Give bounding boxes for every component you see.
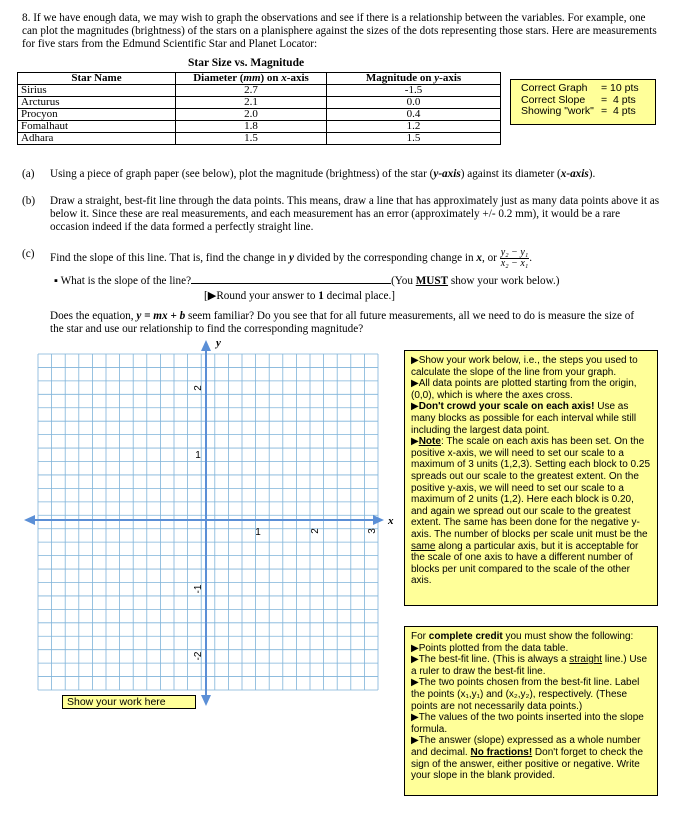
table-row [18,109,501,121]
y-tick-label: -2 [193,651,204,661]
part-b-label: (b) [22,195,36,207]
star-name: Adhara [18,133,176,145]
table-row [18,97,501,109]
part-c-label: (c) [22,248,35,260]
instructions-work-box [404,350,658,606]
part-a-text: Using a piece of graph paper (see below), plot the magnitude (brightness) of the star (y-axis) against its diameter (x-axis). [50,168,596,180]
star-name: Sirius [18,85,176,97]
bullet: ▪ [54,275,58,287]
x-tick-label: 1 [255,527,261,538]
slope-formula: $\frac{\text{y₂ − y₁}}{\text{x₂ − x₁}}$ [500,247,529,269]
star-magnitude: 1.5 [327,133,501,145]
credit-item: ▶The values of the two points inserted into the slope formula. [411,712,644,735]
part-b-text: Draw a straight, best-fit line through the data points. This means, draw a line that has approximately just as many data points above it as below it. Since these are real measurements, and each measurement has an error (approximately +/- 0.2 mm), it would be a rare occasion indeed if the data formed a perfectly straight line. [50,195,660,233]
grading-label: Showing "work" [521,105,594,117]
axes [24,340,384,706]
x-axis-arrow-right [373,515,384,525]
star-magnitude: 1.2 [327,121,501,133]
star-name: Procyon [18,109,176,121]
header-diameter: Diameter (mm) on x-axis [176,73,327,85]
grading-label: Correct Graph [521,82,588,94]
y-tick-label: 2 [193,385,204,391]
instruction-item: ▶Don't crowd your scale on each axis! Use as many blocks as possible for each interval while still including the largest data point. [411,401,637,436]
star-diameter: 1.5 [176,133,327,145]
star-magnitude: 0.0 [327,97,501,109]
grading-box [510,79,656,125]
y-axis-arrow-up [201,340,211,351]
slope-question-text: What is the slope of the line? [60,275,192,287]
slope-note: (You MUST show your work below.) [391,275,560,287]
credit-item: ▶The answer (slope) expressed as a whole number and decimal. No fractions! Don't forget to check the sign of the answer, either positive or negative. Write your slope in the blank provided. [411,735,644,782]
y-tick-label: -1 [193,584,204,594]
credit-item: ▶The best-fit line. (This is always a straight line.) Use a ruler to draw the best-fit line. [411,654,648,677]
equation-question: Does the equation, y = mx + b seem familiar? Do you see that for all future measurements, all we need to do is measure the size of the star and use our relationship to find the corresponding magnitude? [50,310,635,335]
slope-answer-blank[interactable] [191,273,391,284]
part-c-text: Find the slope of this line. That is, find the change in y divided by the corresponding change in x, or $\frac{\text{y₂ − y₁}}{\text{x₂ − x₁}}$ . [50,247,533,269]
grading-label: Correct Slope [521,93,586,106]
table-title: Star Size vs. Magnitude [188,57,305,69]
slope-question [54,273,654,288]
grading-points: = 4 pts [601,105,636,117]
x-tick-label: 3 [367,528,378,534]
problem-intro: 8. If we have enough data, we may wish to graph the observations and see if there is a relationship between the variables. For example, one can plot the magnitudes (brightness) of the stars on a planisphere against the sizes of the dots representing those stars. Here are measurements for five stars from the Edmund Scientific Star and Planet Locator: [22,12,657,50]
star-diameter: 2.0 [176,109,327,121]
grid-lines [38,354,378,690]
star-diameter: 1.8 [176,121,327,133]
table-header-row [18,73,501,85]
star-magnitude: 0.4 [327,109,501,121]
star-data-table [17,72,501,145]
instruction-item: ▶All data points are plotted starting from the origin, (0,0), which is where the axes cross. [411,378,637,401]
grading-row [521,83,651,95]
star-name: Arcturus [18,97,176,109]
part-a-label: (a) [22,168,35,180]
x-axis-arrow-left [24,515,35,525]
star-magnitude: -1.5 [327,85,501,97]
grading-row [521,106,651,118]
x-tick-label: 2 [310,528,321,534]
credit-item: For complete credit you must show the following: [411,631,634,642]
graph-paper[interactable] [22,338,402,718]
grading-points: = 10 pts [601,82,639,94]
show-work-label[interactable]: Show your work here [62,695,196,709]
y-tick-label: 1 [195,450,201,461]
header-star-name: Star Name [18,73,176,85]
y-axis-label: y [216,338,221,349]
star-diameter: 2.7 [176,85,327,97]
star-name: Fomalhaut [18,121,176,133]
instruction-item: ▶Show your work below, i.e., the steps you used to calculate the slope of the line from your graph. [411,355,638,378]
star-diameter: 2.1 [176,97,327,109]
header-magnitude: Magnitude on y-axis [327,73,501,85]
table-row [18,133,501,145]
y-axis-arrow-down [201,695,211,706]
table-row [18,85,501,97]
round-instruction: [▶Round your answer to 1 decimal place.] [204,290,395,302]
credit-item: ▶The two points chosen from the best-fit line. Label the points (x₁,y₁) and (x₂,y₂), respectively. (These points are not necessarily data points.) [411,677,640,712]
grading-points: = 4 pts [601,93,636,106]
instruction-item: ▶Note: The scale on each axis has been set. On the positive x-axis, we will need to set our scale to a maximum of 3 units (1,2,3). Setting each block to 0.25 spreads out our scale to the greatest extent. On the positive y-axis, we will need to set our scale to a maximum of 2 units (1,2). Here each block is 0.20, and again we spread out our scale to the greatest extent. The same has been done for the negative y-axis. The number of blocks per scale unit must be the same along a particular axis, but it is acceptable for the scale of one axis to have a different number of blocks per unit compared to the scale of the other axis. [411,436,651,587]
credit-requirements-box [404,626,658,796]
x-axis-label: x [388,515,394,527]
credit-item: ▶Points plotted from the data table. [411,642,569,654]
table-row [18,121,501,133]
